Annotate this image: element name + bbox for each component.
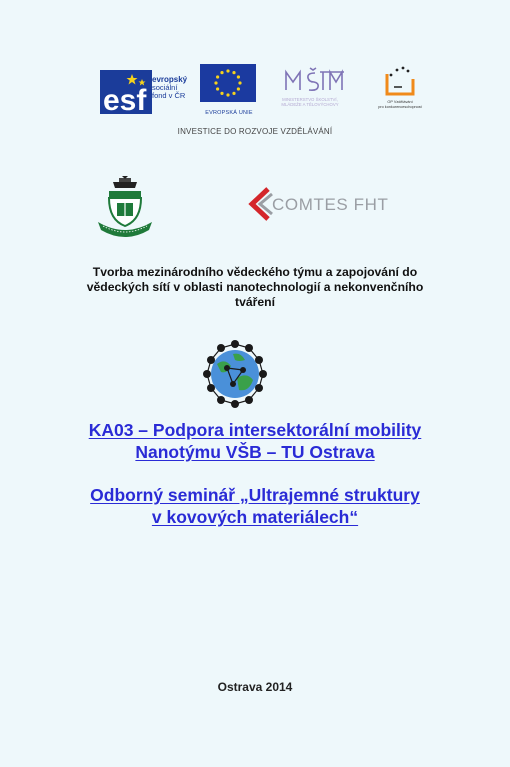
comtes-wordmark: COMTES FHT xyxy=(272,195,389,214)
seminar-name-title xyxy=(20,484,490,528)
university-crest-icon xyxy=(95,176,155,242)
msmt-caption-2: MLÁDEŽE A TĚLOVÝCHOVY xyxy=(281,102,339,107)
esf-text xyxy=(152,76,187,100)
nano-globe-icon xyxy=(197,338,273,408)
eu-caption: EVROPSKÁ UNIE xyxy=(205,110,253,116)
place-and-year: Ostrava 2014 xyxy=(217,680,293,694)
msmt-mark-icon xyxy=(260,64,360,98)
esf-line-1: evropský xyxy=(152,75,188,84)
msmt-caption-1: MINISTERSTVO ŠKOLSTVÍ, xyxy=(282,97,338,102)
eu-flag-icon xyxy=(200,64,256,102)
title2-line-2: v kovových materiálech“ xyxy=(151,507,359,527)
eu-logo xyxy=(200,64,258,120)
op-caption xyxy=(370,100,430,109)
investice-tagline: INVESTICE DO ROZVOJE VZDĚLÁVÁNÍ xyxy=(177,127,333,136)
msmt-logo xyxy=(260,64,360,120)
esf-line-3: fond v ČR xyxy=(152,91,186,100)
seminar-activity-title xyxy=(20,419,490,463)
op-mark-icon xyxy=(370,64,430,100)
esf-mark-icon xyxy=(100,70,152,114)
heading-line-2: vědeckých sítí v oblasti nanotechnologií a nekonvenčního xyxy=(86,280,424,294)
title1-line-2: Nanotýmu VŠB – TU Ostrava xyxy=(135,442,375,462)
esf-line-2: sociální xyxy=(152,83,178,92)
msmt-caption xyxy=(260,97,360,107)
op-vzdelavani-logo xyxy=(370,64,430,120)
op-caption-1: OP Vzdělávání xyxy=(387,100,413,104)
heading-line-1: Tvorba mezinárodního vědeckého týmu a zapojování do xyxy=(92,265,418,279)
op-caption-2: pro konkurenceschopnost xyxy=(378,104,422,109)
partner-logo-row xyxy=(100,64,430,124)
project-heading xyxy=(55,265,455,310)
heading-line-3: tváření xyxy=(235,295,275,309)
title2-line-1: Odborný seminář „Ultrajemné struktury xyxy=(90,485,420,505)
esf-mark-text: esf xyxy=(103,84,147,114)
esf-logo xyxy=(100,64,195,120)
title1-line-1: KA03 – Podpora intersektorální mobility xyxy=(88,420,422,440)
comtes-fht-logo xyxy=(246,186,416,222)
